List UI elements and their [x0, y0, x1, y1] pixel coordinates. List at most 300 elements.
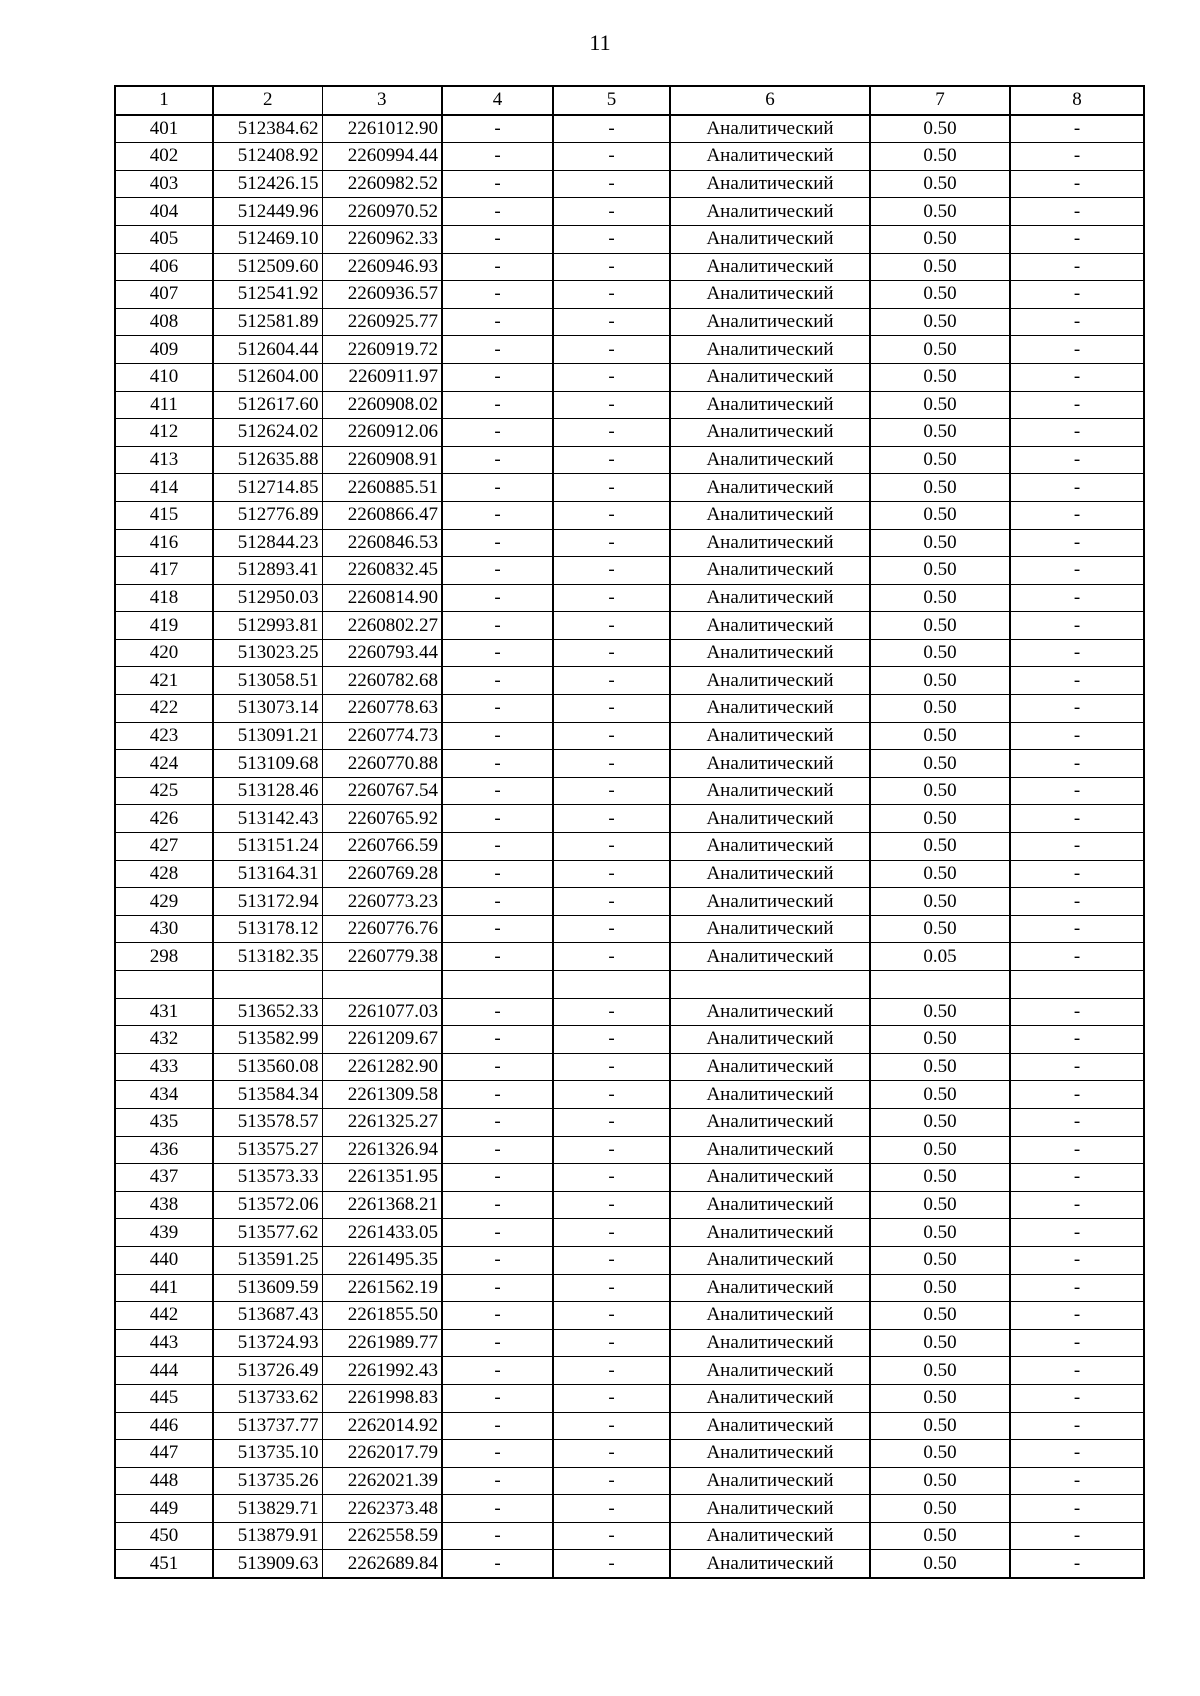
col4-cell: -: [442, 722, 553, 750]
point-number-cell: 447: [115, 1440, 213, 1468]
accuracy-cell: 0.50: [870, 501, 1010, 529]
x-coordinate-cell: 513178.12: [213, 915, 322, 943]
table-row: [115, 667, 1144, 695]
x-coordinate-cell: 513578.57: [213, 1108, 322, 1136]
table-row: [115, 363, 1144, 391]
point-number-cell: 426: [115, 805, 213, 833]
col4-cell: -: [442, 695, 553, 723]
y-coordinate-cell: 2260911.97: [322, 363, 442, 391]
accuracy-cell: 0.50: [870, 1136, 1010, 1164]
col8-cell: -: [1010, 1191, 1144, 1219]
col8-cell: -: [1010, 1274, 1144, 1302]
point-number-cell: 444: [115, 1357, 213, 1385]
col8-cell: -: [1010, 115, 1144, 143]
y-coordinate-cell: 2261368.21: [322, 1191, 442, 1219]
col5-cell: -: [553, 612, 670, 640]
col8-cell: -: [1010, 667, 1144, 695]
table-row: [115, 501, 1144, 529]
page-number: 11: [589, 30, 611, 55]
y-coordinate-cell: 2262017.79: [322, 1440, 442, 1468]
x-coordinate-cell: 513735.26: [213, 1467, 322, 1495]
table-row: [115, 1522, 1144, 1550]
accuracy-cell: 0.50: [870, 1219, 1010, 1247]
col8-cell: -: [1010, 612, 1144, 640]
x-coordinate-cell: 513573.33: [213, 1164, 322, 1192]
x-coordinate-cell: 512408.92: [213, 143, 322, 171]
col4-cell: -: [442, 336, 553, 364]
point-number-cell: 440: [115, 1246, 213, 1274]
table-row: [115, 943, 1144, 971]
col8-cell: -: [1010, 1026, 1144, 1054]
x-coordinate-cell: 512426.15: [213, 170, 322, 198]
table-row: [115, 750, 1144, 778]
y-coordinate-cell: 2260774.73: [322, 722, 442, 750]
x-coordinate-cell: 512469.10: [213, 225, 322, 253]
col5-cell: -: [553, 667, 670, 695]
col5-cell: -: [553, 281, 670, 309]
y-coordinate-cell: 2261855.50: [322, 1302, 442, 1330]
x-coordinate-cell: 513182.35: [213, 943, 322, 971]
method-cell: Аналитический: [670, 1550, 870, 1578]
x-coordinate-cell: 513724.93: [213, 1329, 322, 1357]
point-number-cell: 408: [115, 308, 213, 336]
col8-cell: -: [1010, 1246, 1144, 1274]
table-row: [115, 529, 1144, 557]
table-row: [115, 639, 1144, 667]
x-coordinate-cell: 513591.25: [213, 1246, 322, 1274]
table-row: [115, 833, 1144, 861]
col8-cell: -: [1010, 915, 1144, 943]
col5-cell: -: [553, 474, 670, 502]
point-number-cell: 435: [115, 1108, 213, 1136]
col5-cell: -: [553, 419, 670, 447]
col8-cell: -: [1010, 419, 1144, 447]
point-number-cell: 403: [115, 170, 213, 198]
col4-cell: -: [442, 419, 553, 447]
method-cell: Аналитический: [670, 1440, 870, 1468]
col5-cell: -: [553, 695, 670, 723]
col8-cell: -: [1010, 308, 1144, 336]
point-number-cell: 412: [115, 419, 213, 447]
x-coordinate-cell: 513058.51: [213, 667, 322, 695]
method-cell: Аналитический: [670, 584, 870, 612]
col4-cell: -: [442, 557, 553, 585]
y-coordinate-cell: 2260778.63: [322, 695, 442, 723]
method-cell: Аналитический: [670, 446, 870, 474]
y-coordinate-cell: 2261325.27: [322, 1108, 442, 1136]
col4-cell: -: [442, 750, 553, 778]
accuracy-cell: 0.50: [870, 391, 1010, 419]
col8-cell: -: [1010, 363, 1144, 391]
accuracy-cell: 0.50: [870, 1246, 1010, 1274]
col4-cell: -: [442, 1412, 553, 1440]
col4-cell: -: [442, 1302, 553, 1330]
method-cell: Аналитический: [670, 170, 870, 198]
method-cell: Аналитический: [670, 667, 870, 695]
x-coordinate-cell: 513577.62: [213, 1219, 322, 1247]
header-cell-1: 1: [115, 86, 213, 115]
accuracy-cell: 0.50: [870, 474, 1010, 502]
y-coordinate-cell: 2260782.68: [322, 667, 442, 695]
col5-cell: [553, 971, 670, 999]
table-row: [115, 557, 1144, 585]
method-cell: Аналитический: [670, 529, 870, 557]
header-cell-7: 7: [870, 86, 1010, 115]
method-cell: Аналитический: [670, 336, 870, 364]
point-number-cell: 418: [115, 584, 213, 612]
col4-cell: -: [442, 1108, 553, 1136]
col4-cell: -: [442, 888, 553, 916]
col8-cell: -: [1010, 722, 1144, 750]
method-cell: Аналитический: [670, 1302, 870, 1330]
method-cell: Аналитический: [670, 501, 870, 529]
y-coordinate-cell: 2260908.91: [322, 446, 442, 474]
method-cell: Аналитический: [670, 115, 870, 143]
col4-cell: -: [442, 1026, 553, 1054]
col8-cell: -: [1010, 777, 1144, 805]
x-coordinate-cell: 512950.03: [213, 584, 322, 612]
point-number-cell: 442: [115, 1302, 213, 1330]
col4-cell: -: [442, 777, 553, 805]
col5-cell: -: [553, 170, 670, 198]
col4-cell: -: [442, 1246, 553, 1274]
point-number-cell: 446: [115, 1412, 213, 1440]
y-coordinate-cell: 2260779.38: [322, 943, 442, 971]
x-coordinate-cell: 513575.27: [213, 1136, 322, 1164]
x-coordinate-cell: 512509.60: [213, 253, 322, 281]
y-coordinate-cell: 2260814.90: [322, 584, 442, 612]
col5-cell: -: [553, 833, 670, 861]
col8-cell: -: [1010, 1357, 1144, 1385]
col8-cell: -: [1010, 695, 1144, 723]
method-cell: Аналитический: [670, 1219, 870, 1247]
point-number-cell: 434: [115, 1081, 213, 1109]
col5-cell: -: [553, 777, 670, 805]
col4-cell: -: [442, 529, 553, 557]
y-coordinate-cell: [322, 971, 442, 999]
col5-cell: -: [553, 805, 670, 833]
y-coordinate-cell: 2260802.27: [322, 612, 442, 640]
y-coordinate-cell: 2260846.53: [322, 529, 442, 557]
method-cell: Аналитический: [670, 143, 870, 171]
point-number-cell: 404: [115, 198, 213, 226]
accuracy-cell: 0.50: [870, 336, 1010, 364]
col4-cell: -: [442, 198, 553, 226]
col4-cell: -: [442, 1384, 553, 1412]
col5-cell: -: [553, 1495, 670, 1523]
col8-cell: -: [1010, 584, 1144, 612]
accuracy-cell: 0.50: [870, 1357, 1010, 1385]
method-cell: Аналитический: [670, 474, 870, 502]
y-coordinate-cell: 2260936.57: [322, 281, 442, 309]
table-row: [115, 170, 1144, 198]
table-row: [115, 1026, 1144, 1054]
method-cell: Аналитический: [670, 1191, 870, 1219]
point-number-cell: 432: [115, 1026, 213, 1054]
table-row: [115, 971, 1144, 999]
point-number-cell: 451: [115, 1550, 213, 1578]
method-cell: Аналитический: [670, 750, 870, 778]
y-coordinate-cell: 2262689.84: [322, 1550, 442, 1578]
col8-cell: -: [1010, 1302, 1144, 1330]
col5-cell: -: [553, 888, 670, 916]
x-coordinate-cell: 512993.81: [213, 612, 322, 640]
coordinates-table: [114, 85, 1145, 1579]
x-coordinate-cell: 513687.43: [213, 1302, 322, 1330]
method-cell: Аналитический: [670, 1357, 870, 1385]
col8-cell: -: [1010, 943, 1144, 971]
point-number-cell: 433: [115, 1053, 213, 1081]
y-coordinate-cell: 2260982.52: [322, 170, 442, 198]
method-cell: Аналитический: [670, 1467, 870, 1495]
col5-cell: -: [553, 1440, 670, 1468]
col8-cell: -: [1010, 501, 1144, 529]
col8-cell: -: [1010, 474, 1144, 502]
method-cell: Аналитический: [670, 419, 870, 447]
y-coordinate-cell: 2261309.58: [322, 1081, 442, 1109]
x-coordinate-cell: 513172.94: [213, 888, 322, 916]
table-row: [115, 1495, 1144, 1523]
x-coordinate-cell: 512776.89: [213, 501, 322, 529]
col4-cell: -: [442, 915, 553, 943]
table-row: [115, 612, 1144, 640]
method-cell: Аналитический: [670, 391, 870, 419]
col4-cell: -: [442, 143, 553, 171]
y-coordinate-cell: 2261209.67: [322, 1026, 442, 1054]
accuracy-cell: 0.50: [870, 1522, 1010, 1550]
col4-cell: -: [442, 1274, 553, 1302]
y-coordinate-cell: 2261495.35: [322, 1246, 442, 1274]
col8-cell: -: [1010, 888, 1144, 916]
x-coordinate-cell: 512541.92: [213, 281, 322, 309]
table-row: [115, 584, 1144, 612]
table-row: [115, 777, 1144, 805]
col4-cell: -: [442, 667, 553, 695]
x-coordinate-cell: 512617.60: [213, 391, 322, 419]
method-cell: Аналитический: [670, 1026, 870, 1054]
table-row: [115, 722, 1144, 750]
col5-cell: -: [553, 1219, 670, 1247]
point-number-cell: 436: [115, 1136, 213, 1164]
point-number-cell: 411: [115, 391, 213, 419]
x-coordinate-cell: 513733.62: [213, 1384, 322, 1412]
col4-cell: -: [442, 391, 553, 419]
col4-cell: -: [442, 253, 553, 281]
accuracy-cell: 0.50: [870, 281, 1010, 309]
y-coordinate-cell: 2260994.44: [322, 143, 442, 171]
accuracy-cell: 0.50: [870, 1384, 1010, 1412]
table-row: [115, 860, 1144, 888]
method-cell: Аналитический: [670, 1246, 870, 1274]
point-number-cell: 424: [115, 750, 213, 778]
point-number-cell: 417: [115, 557, 213, 585]
accuracy-cell: 0.50: [870, 833, 1010, 861]
accuracy-cell: 0.50: [870, 1440, 1010, 1468]
col5-cell: -: [553, 943, 670, 971]
x-coordinate-cell: 513151.24: [213, 833, 322, 861]
accuracy-cell: 0.50: [870, 143, 1010, 171]
table-row: [115, 1164, 1144, 1192]
col8-cell: -: [1010, 1081, 1144, 1109]
col8-cell: -: [1010, 281, 1144, 309]
method-cell: Аналитический: [670, 281, 870, 309]
col5-cell: -: [553, 225, 670, 253]
y-coordinate-cell: 2261351.95: [322, 1164, 442, 1192]
point-number-cell: 421: [115, 667, 213, 695]
table-row: [115, 308, 1144, 336]
x-coordinate-cell: 513560.08: [213, 1053, 322, 1081]
y-coordinate-cell: 2261998.83: [322, 1384, 442, 1412]
col5-cell: -: [553, 1302, 670, 1330]
table-row: [115, 888, 1144, 916]
accuracy-cell: 0.50: [870, 1274, 1010, 1302]
col5-cell: -: [553, 501, 670, 529]
accuracy-cell: 0.50: [870, 557, 1010, 585]
method-cell: Аналитический: [670, 253, 870, 281]
x-coordinate-cell: 512581.89: [213, 308, 322, 336]
x-coordinate-cell: 513109.68: [213, 750, 322, 778]
point-number-cell: 430: [115, 915, 213, 943]
accuracy-cell: 0.50: [870, 363, 1010, 391]
accuracy-cell: 0.50: [870, 1495, 1010, 1523]
col5-cell: -: [553, 1384, 670, 1412]
col4-cell: -: [442, 805, 553, 833]
col8-cell: -: [1010, 336, 1144, 364]
y-coordinate-cell: 2260769.28: [322, 860, 442, 888]
accuracy-cell: 0.50: [870, 1053, 1010, 1081]
accuracy-cell: 0.50: [870, 115, 1010, 143]
col5-cell: -: [553, 446, 670, 474]
col8-cell: -: [1010, 1219, 1144, 1247]
col5-cell: -: [553, 391, 670, 419]
point-number-cell: 413: [115, 446, 213, 474]
x-coordinate-cell: 513737.77: [213, 1412, 322, 1440]
y-coordinate-cell: 2260767.54: [322, 777, 442, 805]
x-coordinate-cell: 512449.96: [213, 198, 322, 226]
table-row: [115, 446, 1144, 474]
table-header-row: [115, 86, 1144, 115]
y-coordinate-cell: 2260925.77: [322, 308, 442, 336]
accuracy-cell: 0.50: [870, 1550, 1010, 1578]
x-coordinate-cell: 513572.06: [213, 1191, 322, 1219]
method-cell: Аналитический: [670, 1329, 870, 1357]
accuracy-cell: 0.50: [870, 639, 1010, 667]
col4-cell: -: [442, 363, 553, 391]
y-coordinate-cell: 2261077.03: [322, 998, 442, 1026]
table-row: [115, 1550, 1144, 1578]
method-cell: Аналитический: [670, 722, 870, 750]
col5-cell: -: [553, 1136, 670, 1164]
col5-cell: -: [553, 1274, 670, 1302]
table-row: [115, 915, 1144, 943]
x-coordinate-cell: 513582.99: [213, 1026, 322, 1054]
x-coordinate-cell: 513829.71: [213, 1495, 322, 1523]
method-cell: Аналитический: [670, 557, 870, 585]
col4-cell: -: [442, 612, 553, 640]
x-coordinate-cell: 512624.02: [213, 419, 322, 447]
table-row: [115, 1302, 1144, 1330]
method-cell: Аналитический: [670, 198, 870, 226]
y-coordinate-cell: 2261326.94: [322, 1136, 442, 1164]
method-cell: Аналитический: [670, 805, 870, 833]
table-row: [115, 225, 1144, 253]
col5-cell: -: [553, 363, 670, 391]
method-cell: Аналитический: [670, 888, 870, 916]
method-cell: Аналитический: [670, 1274, 870, 1302]
y-coordinate-cell: 2260793.44: [322, 639, 442, 667]
table-row: [115, 1136, 1144, 1164]
accuracy-cell: 0.50: [870, 253, 1010, 281]
col8-cell: -: [1010, 1136, 1144, 1164]
point-number-cell: 405: [115, 225, 213, 253]
table-row: [115, 115, 1144, 143]
table-row: [115, 695, 1144, 723]
method-cell: Аналитический: [670, 308, 870, 336]
y-coordinate-cell: 2262021.39: [322, 1467, 442, 1495]
table-row: [115, 1357, 1144, 1385]
col8-cell: -: [1010, 1412, 1144, 1440]
col5-cell: -: [553, 143, 670, 171]
y-coordinate-cell: 2260885.51: [322, 474, 442, 502]
point-number-cell: 406: [115, 253, 213, 281]
table-row: [115, 391, 1144, 419]
y-coordinate-cell: 2260866.47: [322, 501, 442, 529]
col5-cell: -: [553, 1108, 670, 1136]
table-row: [115, 281, 1144, 309]
accuracy-cell: 0.50: [870, 612, 1010, 640]
col8-cell: -: [1010, 1108, 1144, 1136]
col8-cell: -: [1010, 1329, 1144, 1357]
point-number-cell: 410: [115, 363, 213, 391]
point-number-cell: 414: [115, 474, 213, 502]
accuracy-cell: 0.50: [870, 915, 1010, 943]
col4-cell: -: [442, 860, 553, 888]
table-row: [115, 474, 1144, 502]
accuracy-cell: 0.50: [870, 225, 1010, 253]
col5-cell: -: [553, 998, 670, 1026]
accuracy-cell: 0.50: [870, 1164, 1010, 1192]
y-coordinate-cell: 2260766.59: [322, 833, 442, 861]
accuracy-cell: 0.50: [870, 1302, 1010, 1330]
col8-cell: -: [1010, 1440, 1144, 1468]
col8-cell: -: [1010, 446, 1144, 474]
accuracy-cell: 0.50: [870, 1026, 1010, 1054]
col5-cell: -: [553, 1357, 670, 1385]
col4-cell: -: [442, 1522, 553, 1550]
method-cell: Аналитический: [670, 1412, 870, 1440]
col8-cell: [1010, 971, 1144, 999]
col4-cell: -: [442, 1136, 553, 1164]
col4-cell: -: [442, 170, 553, 198]
method-cell: [670, 971, 870, 999]
point-number-cell: 420: [115, 639, 213, 667]
point-number-cell: [115, 971, 213, 999]
table-row: [115, 143, 1144, 171]
header-cell-4: 4: [442, 86, 553, 115]
col5-cell: -: [553, 860, 670, 888]
point-number-cell: 407: [115, 281, 213, 309]
x-coordinate-cell: 513142.43: [213, 805, 322, 833]
point-number-cell: 438: [115, 1191, 213, 1219]
col4-cell: -: [442, 943, 553, 971]
table-row: [115, 1191, 1144, 1219]
table-row: [115, 1467, 1144, 1495]
y-coordinate-cell: 2260776.76: [322, 915, 442, 943]
accuracy-cell: 0.50: [870, 584, 1010, 612]
col4-cell: -: [442, 1219, 553, 1247]
table-row: [115, 1329, 1144, 1357]
point-number-cell: 431: [115, 998, 213, 1026]
